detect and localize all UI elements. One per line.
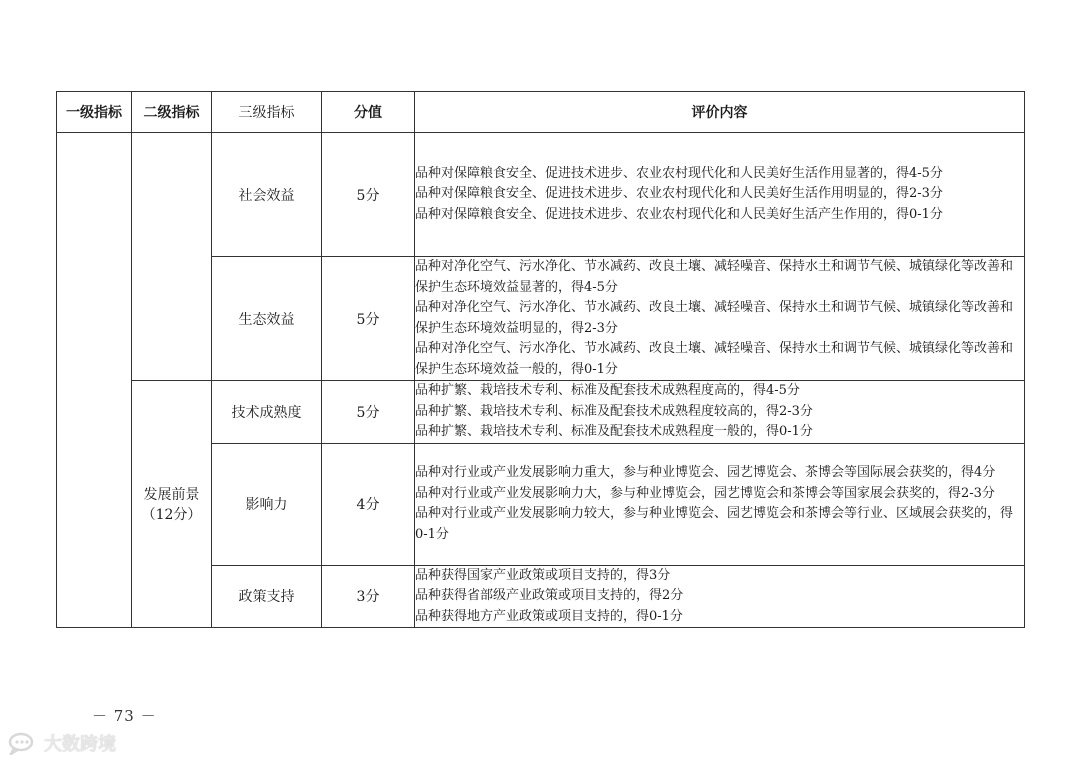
group-title: 发展前景 [143, 487, 200, 503]
table-row [57, 133, 1025, 257]
content-line: 品种对行业或产业发展影响力重大，参与种业博览会、园艺博览会、茶博会等国际展会获奖的，得4分 [415, 465, 996, 480]
level1-cell [57, 133, 132, 628]
indicator-name: 社会效益 [212, 133, 322, 257]
content-line: 品种扩繁、栽培技术专利、标准及配套技术成熟程度较高的，得2-3分 [415, 403, 813, 419]
indicator-content [415, 443, 1025, 565]
indicator-score: 3分 [322, 565, 415, 628]
header-level1: 一级指标 [57, 92, 132, 133]
header-level2: 二级指标 [132, 92, 212, 133]
level2-cell [132, 381, 212, 628]
content-line: 品种对保障粮食安全、促进技术进步、农业农村现代化和人民美好生活作用显著的，得4-5分 [415, 165, 943, 181]
content-line: 品种扩繁、栽培技术专利、标准及配套技术成熟程度一般的，得0-1分 [415, 424, 813, 439]
content-line: 品种对保障粮食安全、促进技术进步、农业农村现代化和人民美好生活产生作用的，得0-1分 [415, 206, 943, 222]
content-line: 品种获得地方产业政策或项目支持的，得0-1分 [415, 608, 683, 624]
indicator-name: 技术成熟度 [212, 381, 322, 444]
chat-bubble-logo-icon [8, 731, 38, 755]
indicator-name: 影响力 [212, 443, 322, 565]
indicator-content [415, 133, 1025, 257]
content-line: 品种对净化空气、污水净化、节水减药、改良土壤、减轻噪音、保持水土和调节气候、城镇绿化等改善和保护生态环境效益显著的，得4-5分 [415, 259, 1014, 295]
indicator-score: 5分 [322, 257, 415, 381]
indicator-content [415, 381, 1025, 444]
content-line: 品种对行业或产业发展影响力大，参与种业博览会，园艺博览会和茶博会等国家展会获奖的，得2-3分 [415, 485, 995, 501]
content-line: 品种对行业或产业发展影响力较大，参与种业博览会、园艺博览会和茶博会等行业、区域展会获奖的，得0-1分 [415, 506, 1014, 542]
content-line: 品种获得省部级产业政策或项目支持的，得2分 [415, 588, 684, 603]
indicator-content [415, 257, 1025, 381]
table-header-row [57, 92, 1025, 133]
indicator-score: 4分 [322, 443, 415, 565]
header-level3: 三级指标 [212, 92, 322, 133]
watermark [8, 730, 116, 756]
content-line: 品种获得国家产业政策或项目支持的，得3分 [415, 567, 671, 583]
indicator-name: 生态效益 [212, 257, 322, 381]
evaluation-table [56, 91, 1025, 628]
indicator-name: 政策支持 [212, 565, 322, 628]
group-score: （12分） [141, 507, 202, 523]
indicator-score: 5分 [322, 381, 415, 444]
content-line: 品种扩繁、栽培技术专利、标准及配套技术成熟程度高的，得4-5分 [415, 383, 800, 398]
indicator-score: 5分 [322, 133, 415, 257]
watermark-text: 大数跨境 [44, 734, 116, 755]
content-line: 品种对保障粮食安全、促进技术进步、农业农村现代化和人民美好生活作用明显的，得2-3分 [415, 186, 943, 202]
page-number: － 73 － [92, 707, 157, 725]
level2-cell-empty [132, 133, 212, 381]
content-line: 品种对净化空气、污水净化、节水减药、改良土壤、减轻噪音、保持水土和调节气候、城镇绿化等改善和保护生态环境效益明显的，得2-3分 [415, 300, 1014, 336]
indicator-content [415, 565, 1025, 628]
header-score: 分值 [322, 92, 415, 133]
content-line: 品种对净化空气、污水净化、节水减药、改良土壤、减轻噪音、保持水土和调节气候、城镇绿化等改善和保护生态环境效益一般的，得0-1分 [415, 341, 1014, 377]
header-content: 评价内容 [415, 92, 1025, 133]
table-row [57, 381, 1025, 444]
